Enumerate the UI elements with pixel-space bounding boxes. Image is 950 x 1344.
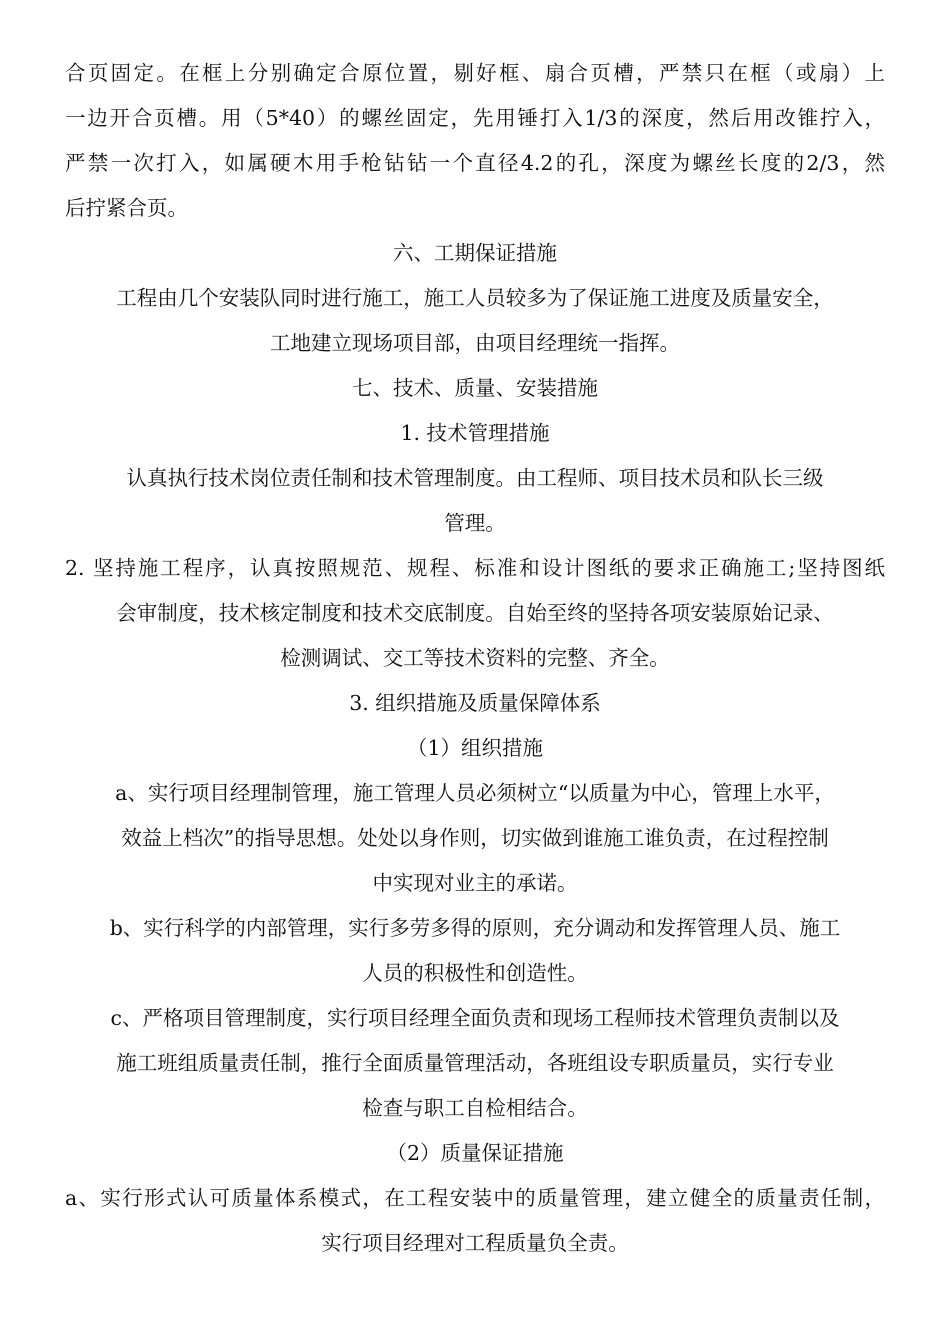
paragraph-line: a、实行形式认可质量体系模式，在工程安装中的质量管理，建立健全的质量责任制，: [65, 1186, 885, 1210]
paragraph-line: 认真执行技术岗位责任制和技术管理制度。由工程师、项目技术员和队长三级: [126, 466, 824, 490]
paragraph-line: 中实现对业主的承诺。: [372, 871, 578, 895]
paragraph-line: 后拧紧合页。: [65, 196, 188, 220]
paragraph-line: 实行项目经理对工程质量负全责。: [321, 1231, 629, 1255]
subsection-heading: 3. 组织措施及质量保障体系: [349, 691, 601, 715]
paragraph-line: b、实行科学的内部管理，实行多劳多得的原则，充分调动和发挥管理人员、施工: [109, 916, 841, 940]
subsection-heading: 1. 技术管理措施: [400, 421, 550, 445]
paragraph-line: a、实行项目经理制管理，施工管理人员必须树立“以质量为中心，管理上水平，: [115, 781, 835, 805]
paragraph-line: 工程由几个安装队同时进行施工，施工人员较多为了保证施工进度及质量安全，: [116, 286, 834, 310]
paragraph-line: 施工班组质量责任制，推行全面质量管理活动，各班组设专职质量员，实行专业: [116, 1051, 834, 1075]
subsection-heading: （1）组织措施: [406, 736, 544, 760]
subsection-heading: （2）质量保证措施: [386, 1141, 564, 1165]
paragraph-line: 检测调试、交工等技术资料的完整、齐全。: [280, 646, 670, 670]
paragraph-line: 工地建立现场项目部，由项目经理统一指挥。: [270, 331, 680, 355]
paragraph-line: 效益上档次”的指导思想。处处以身作则，切实做到谁施工谁负责，在过程控制: [121, 826, 829, 850]
paragraph-line: c、严格项目管理制度，实行项目经理全面负责和现场工程师技术管理负责制以及: [110, 1006, 840, 1030]
paragraph-line: 人员的积极性和创造性。: [362, 961, 588, 985]
section-heading: 六、工期保证措施: [393, 241, 557, 265]
paragraph-line: 严禁一次打入，如属硬木用手枪钻钻一个直径4.2的孔，深度为螺丝长度的2/3，然: [65, 151, 885, 175]
section-heading: 七、技术、质量、安装措施: [352, 376, 598, 400]
paragraph-line: 管理。: [444, 511, 506, 535]
paragraph-line: 合页固定。在框上分别确定合原位置，剔好框、扇合页槽，严禁只在框（或扇）上: [65, 61, 885, 85]
paragraph-line: 会审制度，技术核定制度和技术交底制度。自始至终的坚持各项安装原始记录、: [116, 601, 834, 625]
paragraph-line: 一边开合页槽。用（5*40）的螺丝固定，先用锤打入1/3的深度，然后用改锥拧入，: [65, 106, 885, 130]
paragraph-line: 检查与职工自检相结合。: [362, 1096, 588, 1120]
paragraph-line: 2. 坚持施工程序，认真按照规范、规程、标准和设计图纸的要求正确施工;坚持图纸: [65, 556, 885, 580]
